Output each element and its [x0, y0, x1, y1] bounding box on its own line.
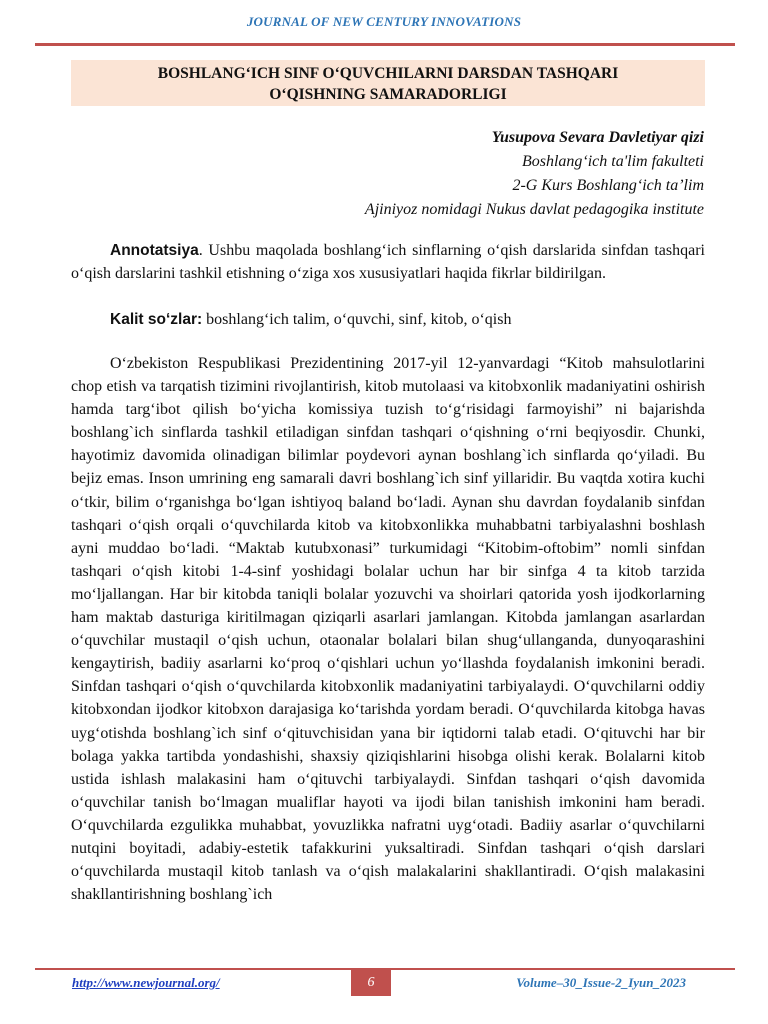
keywords-text: boshlang‘ich talim, o‘quvchi, sinf, kitob, o‘qish: [202, 311, 512, 328]
author-institute: Ajiniyoz nomidagi Nukus davlat pedagogika institute: [364, 201, 704, 218]
keywords-label: Kalit so‘zlar:: [110, 311, 203, 328]
body-paragraph: O‘zbekiston Respublikasi Prezidentining 2017-yil 12-yanvardagi “Kitob mahsulotlarini chop etish va tarqatish tizimini rivojlantirish, kitob mutolaasi va kitobxonlik madaniyatini oshirish hamda targ‘ibot qilish bo‘yicha komissiya tuzish to‘g‘risidagi farmoyishi” ni bajarishda boshlang`ich sinflarda tashkil etiladigan sinfdan tashqari o‘qishning o‘rni beqiyosdir. Chunki, hayotimiz davomida olinadigan bilimlar poydevori aynan boshlang`ich sinflarda qo‘yiladi. Bu bejiz emas. Inson umrining eng samarali davri boshlang`ich sinf yillaridir. Bu vaqtda xotira kuchi o‘tkir, bilim o‘rganishga bo‘lgan ishtiyoq baland bo‘ladi. Aynan shu davrdan foydalanib sinfdan tashqari o‘qish orqali o‘quvchilarda kitob va kitobxonlikka muhabbatni tarbiyalashni boshlash ayni muddao bo‘ladi. “Maktab kutubxonasi” turkumidagi “Kitobim-oftobim” nomli sinfdan tashqari o‘qish kitobi 1-4-sinf yoshidagi bolalar uchun har bir sinfga 4 ta kitob tarzida mo‘ljallangan. Har bir kitobda taniqli bolalar yozuvchi va shoirlari qatorida yosh ijodkorlarning ham maktab dasturiga kiritilmagan qiziqarli asarlari jamlangan. Kitobda jamlangan asarlardan o‘quvchilar mustaqil o‘qish uchun, otaonalar bolalari bilan shug‘ullanganda, dunyoqarashini kengaytirish, badiiy asarlarni ko‘proq o‘qishlari uchun yo‘llashda foydalanish imkonini beradi. Sinfdan tashqari o‘qish o‘quvchilarda kitobxonlik madaniyatini tarbiyalaydi. O‘quvchilarni oddiy kitobxondan ijodkor kitobxon darajasiga ko‘tarishda yordam beradi. O‘quvchilarda kitobga havas uyg‘otishda boshlang`ich sinf o‘qituvchisidan yana bir iqtidorni talab etadi. O‘qituvchi har bir bolaga yakka tartibda yondashishi, shaxsiy qiziqishlarini hisobga olishi kerak. Bolalarni kitob ustida ishlash malakasini ham o‘qituvchi tarbiyalaydi. Sinfdan tashqari o‘qish davomida o‘quvchilar tanish bo‘lmagan mualiflar hayoti va ijodi bilan tanishish imkonini ham beradi. O‘quvchilarda ezgulikka muhabbat, yovuzlikka nafratni uyg‘otadi. Badiiy asarlar o‘quvchilarni nutqini boyitadi, adabiy-estetik tafakkurini yuksaltiradi. Sinfdan tashqari o‘qish darslari o‘quvchilarda mustaqil kitob tanlash va o‘qish malakalarini shakllantiradi. O‘qish malakasini shakllantirishning boshlang`ich: [71, 355, 705, 904]
title-line-1: BOSHLANG‘ICH SINF O‘QUVCHILARNI DARSDAN TASHQARI: [157, 65, 619, 82]
abstract-label: Annotatsiya: [110, 242, 199, 259]
page-number: 6: [351, 970, 391, 996]
article-title: [71, 60, 705, 106]
abstract: [71, 239, 705, 285]
body-text: [71, 352, 705, 906]
header-divider: [35, 43, 735, 46]
abstract-text: . Ushbu maqolada boshlang‘ich sinflarning o‘qish darslarida sinfdan tashqari o‘qish darslarini tashkil etishning o‘ziga xos xususiyatlari haqida fikrlar bildirilgan.: [71, 242, 705, 283]
footer-volume: Volume–30_Issue-2_Iyun_2023: [516, 975, 686, 990]
journal-header: JOURNAL OF NEW CENTURY INNOVATIONS: [246, 14, 522, 29]
keywords: [71, 308, 705, 331]
author-name: Yusupova Sevara Davletiyar qizi: [491, 129, 704, 146]
footer-url-link[interactable]: http://www.newjournal.org/: [72, 975, 220, 990]
title-line-2: O‘QISHNING SAMARADORLIGI: [269, 86, 507, 103]
author-block: [144, 126, 704, 222]
author-faculty: Boshlang‘ich ta'lim fakulteti: [521, 153, 704, 170]
author-course: 2-G Kurs Boshlang‘ich ta’lim: [512, 177, 704, 194]
